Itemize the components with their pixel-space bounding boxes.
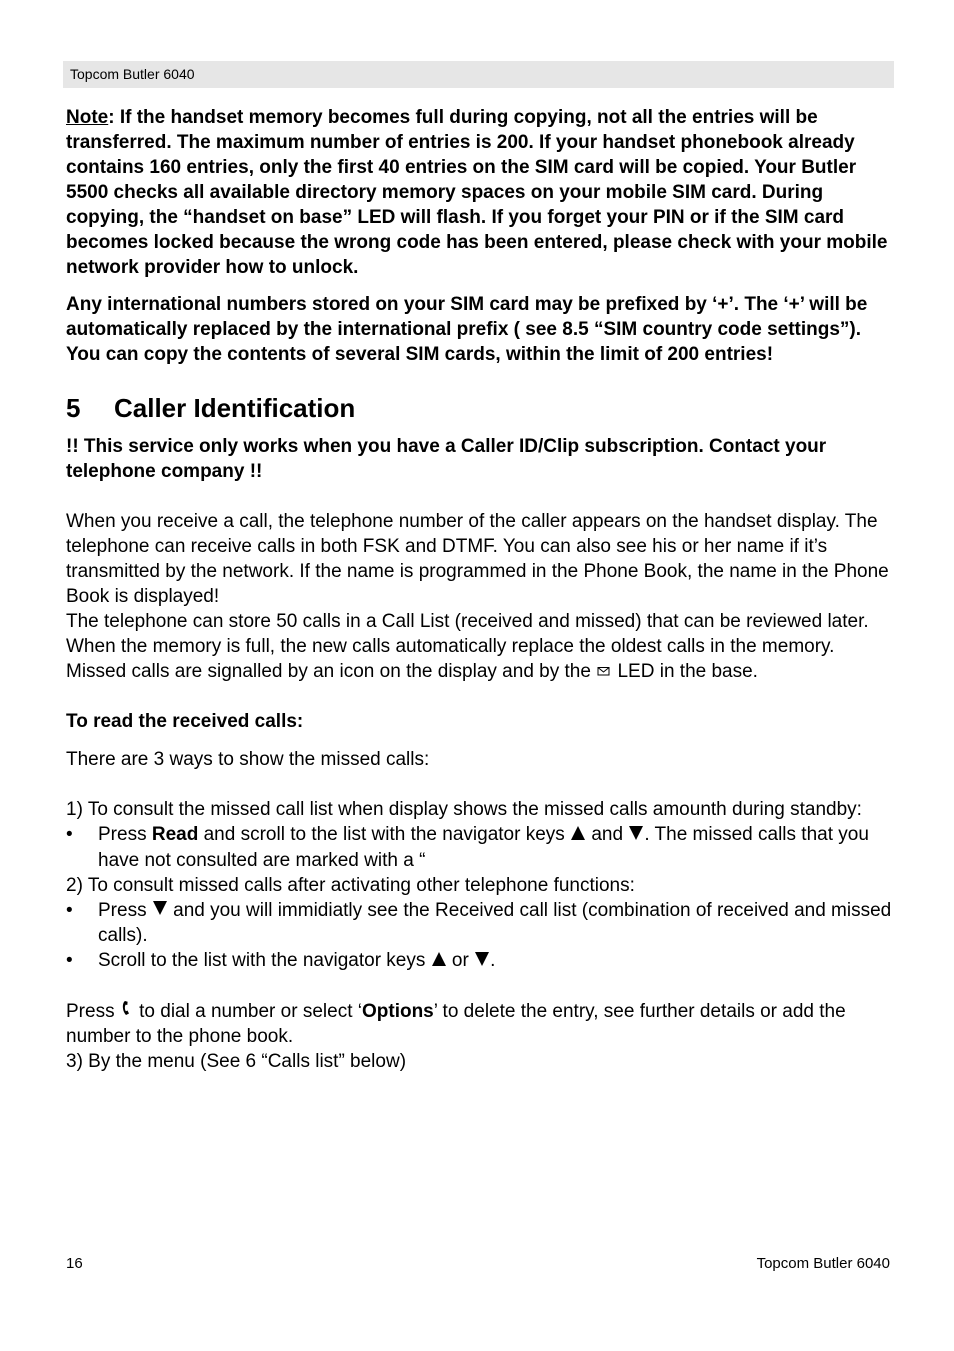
bullet-text: . xyxy=(490,950,496,972)
down-triangle-icon xyxy=(474,949,490,974)
note-label: Note xyxy=(66,107,109,128)
bullet-text: and you will immidiatly see the Received call list (combination of received and missed calls). xyxy=(98,899,892,947)
page-content xyxy=(66,105,894,1074)
note-text: : If the handset memory becomes full during copying, not all the entries will be transferred. The maximum number of entries is 200. If your handset phonebook already contains 160 entries, only the first 40 entries on the SIM card will be copied. Your Butler 5500 checks all available directory memory spaces on your mobile SIM card. During copying, the “handset on base” LED will flash. If you forget your PIN or if the SIM card becomes locked because the wrong code has been entered, please check with your mobile network provider how to unlock. xyxy=(66,107,888,278)
section-title: Caller Identification xyxy=(114,393,356,423)
bullet-text: or xyxy=(446,950,475,972)
section-para2 xyxy=(66,609,894,684)
way-1: 1) To consult the missed call list when display shows the missed calls amounth during standby: xyxy=(66,799,862,821)
section-number: 5 xyxy=(66,393,81,423)
bullet-mark: • xyxy=(66,824,73,846)
envelope-icon xyxy=(596,659,612,684)
header-title: Topcom Butler 6040 xyxy=(70,66,195,82)
press-text: to dial a number or select ‘ xyxy=(133,1000,362,1022)
read-keyword: Read xyxy=(151,824,199,846)
press-text: Press xyxy=(66,1000,120,1022)
page-number: 16 xyxy=(66,1255,83,1272)
intl-note-line1: Any international numbers stored on your SIM card may be prefixed by ‘+’. The ‘+’ will be automatically replaced by the international prefix ( see 8.5 “SIM country code settings”). xyxy=(66,294,868,340)
subheading-read-calls: To read the received calls: xyxy=(66,711,304,733)
bullet-text: Scroll to the list with the navigator keys xyxy=(98,950,431,972)
note-paragraph xyxy=(66,105,894,280)
way2-bullet1 xyxy=(66,898,894,948)
footer-title: Topcom Butler 6040 xyxy=(756,1255,890,1272)
bullet-mark: • xyxy=(66,950,73,972)
bullet-text: Press xyxy=(98,899,152,921)
press-paragraph xyxy=(66,999,894,1049)
section-para1: When you receive a call, the telephone number of the caller appears on the handset display. The telephone can receive calls in both FSK and DTMF. You can also see his or her name if it’s transmitted by the network. If the name is programmed in the Phone Book, the name in the Phone Book is displayed! xyxy=(66,511,889,607)
bullet-text: . The missed calls that you have not consulted are marked with a “ xyxy=(98,824,869,871)
bullet-text: and xyxy=(586,824,629,846)
way-3: 3) By the menu (See 6 “Calls list” below) xyxy=(66,1051,407,1073)
up-triangle-icon xyxy=(431,949,447,974)
up-triangle-icon xyxy=(570,823,586,848)
para2-text: The telephone can store 50 calls in a Call List (received and missed) that can be reviewed later. When the memory is full, the new calls automatically replace the oldest calls in the memory. Missed calls are signalled by an icon on the display and by the xyxy=(66,611,869,682)
para2-tail: LED in the base. xyxy=(612,661,758,682)
bullet-text: Press xyxy=(98,824,152,846)
down-triangle-icon xyxy=(152,898,168,923)
press-text: ’ to delete the entry, see further details or add the number to the phone book. xyxy=(66,1000,846,1048)
way2-bullet2 xyxy=(66,948,894,973)
section-heading xyxy=(66,393,894,423)
page-header xyxy=(63,61,894,88)
phone-handset-icon xyxy=(120,999,134,1024)
section-warning: !! This service only works when you have a Caller ID/Clip subscription. Contact your telephone company !! xyxy=(66,436,827,482)
ways-intro: There are 3 ways to show the missed calls: xyxy=(66,749,430,771)
way-2: 2) To consult missed calls after activating other telephone functions: xyxy=(66,874,635,896)
intl-note-line2: You can copy the contents of several SIM cards, within the limit of 200 entries! xyxy=(66,344,774,365)
bullet-text: and scroll to the list with the navigator keys xyxy=(198,824,571,846)
down-triangle-icon xyxy=(628,823,644,848)
options-keyword: Options xyxy=(361,1000,434,1022)
way1-bullet xyxy=(66,822,894,872)
bullet-mark: • xyxy=(66,899,73,921)
